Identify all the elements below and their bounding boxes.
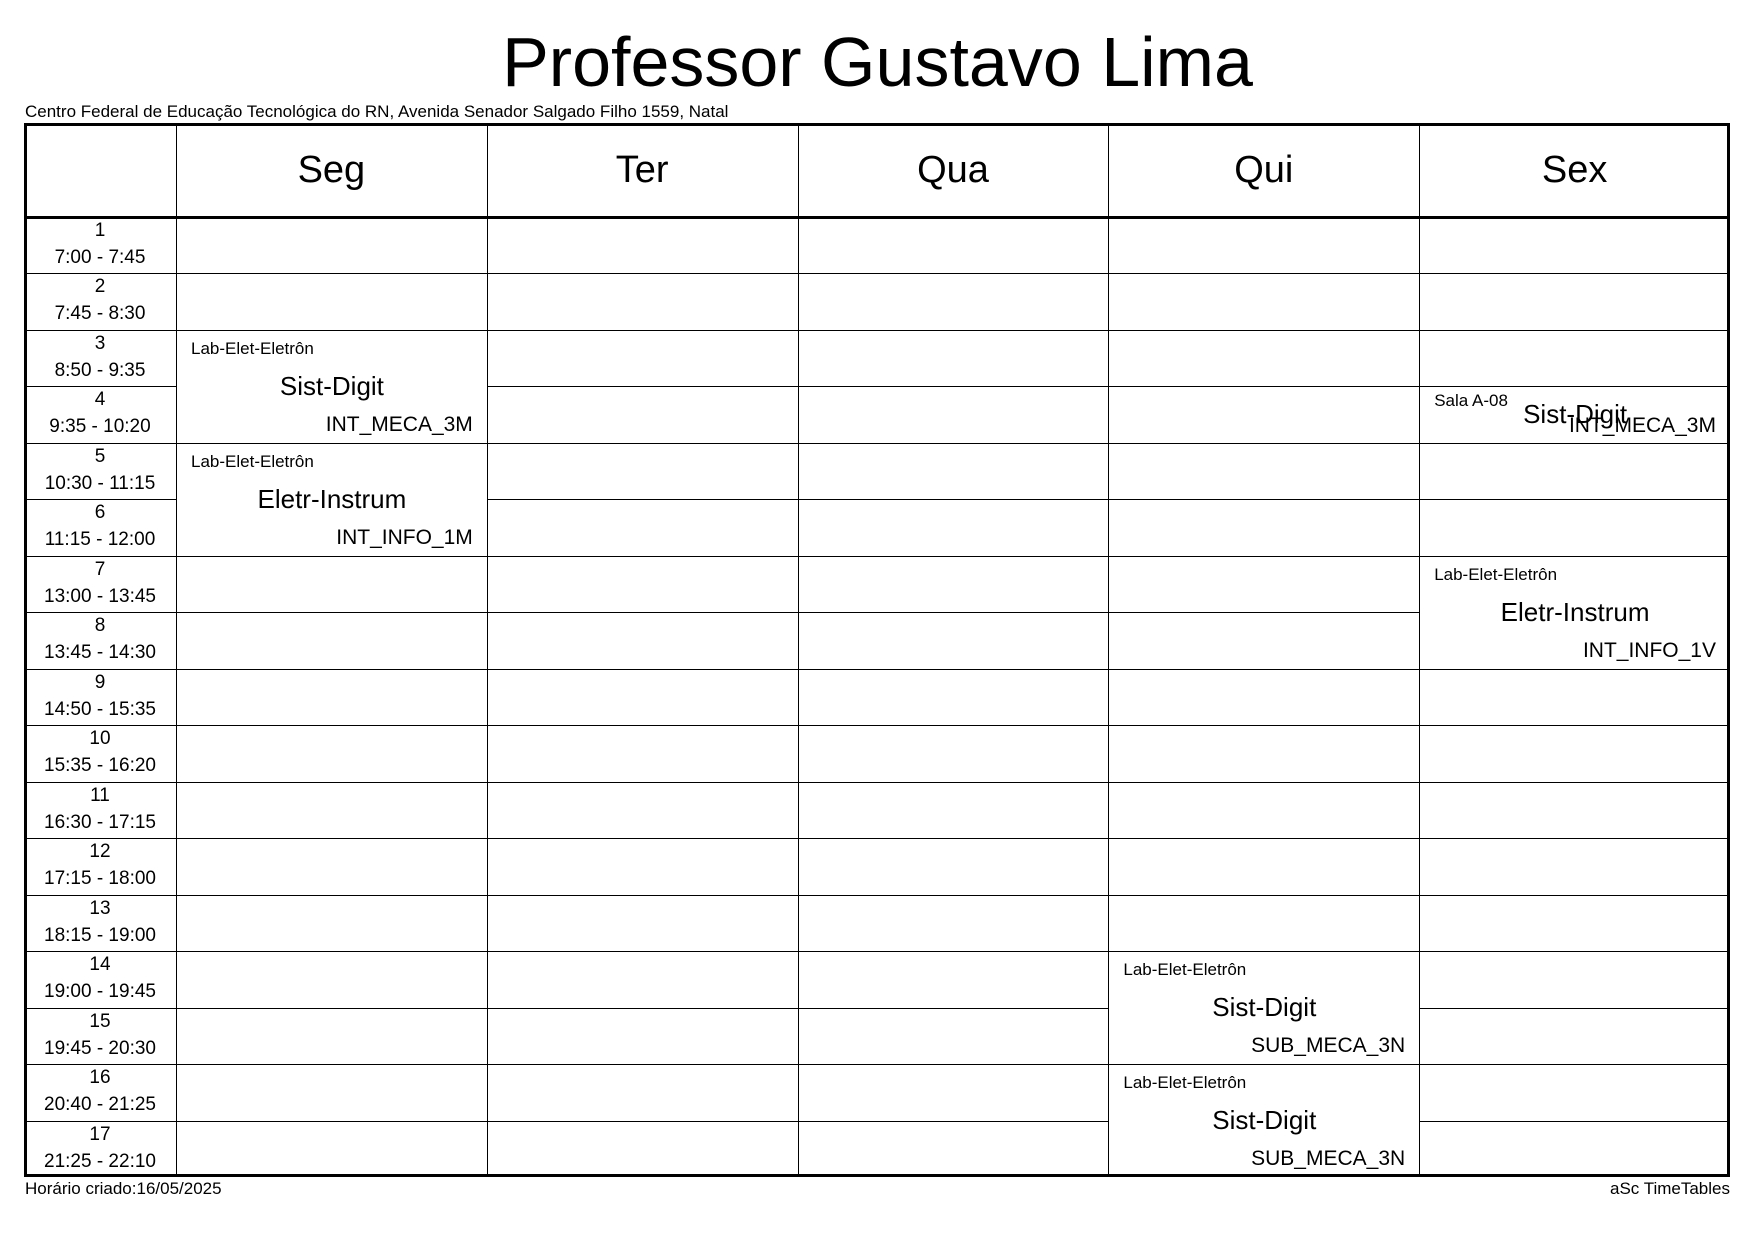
period-time: 10:30 - 11:15: [44, 472, 156, 494]
lesson-card[interactable]: [1420, 557, 1730, 669]
period-time: 14:50 - 15:35: [44, 698, 156, 720]
row-divider: [24, 273, 1730, 274]
lesson-class: INT_MECA_3M: [325, 412, 473, 436]
lesson-class: INT_INFO_1M: [336, 525, 473, 549]
period-label: [24, 951, 176, 1007]
period-number: 9: [94, 671, 106, 693]
lesson-class: INT_MECA_3M: [1568, 414, 1716, 438]
period-label: [24, 443, 176, 499]
lesson-card[interactable]: [1109, 952, 1419, 1064]
period-number: 2: [94, 276, 106, 298]
lesson-class: INT_INFO_1V: [1582, 638, 1716, 662]
lesson-subject: Sist-Digit: [1212, 1105, 1317, 1136]
period-number: 3: [94, 332, 106, 354]
period-time: 18:15 - 19:00: [44, 924, 156, 946]
footer-created-date: Horário criado:16/05/2025: [25, 1179, 222, 1198]
period-label: [24, 669, 176, 725]
period-label: [24, 330, 176, 386]
period-number: 5: [94, 445, 106, 467]
period-number: 13: [89, 897, 111, 919]
period-number: 12: [89, 841, 111, 863]
period-time: 11:15 - 12:00: [44, 529, 156, 551]
row-divider: [24, 725, 1730, 726]
row-divider: [24, 838, 1730, 839]
period-label: [24, 556, 176, 612]
lesson-room: Lab-Elet-Eletrôn: [1123, 960, 1247, 980]
period-label: [24, 838, 176, 894]
period-label: [24, 782, 176, 838]
period-label: [24, 386, 176, 442]
period-time: 17:15 - 18:00: [44, 868, 156, 890]
period-label: [24, 725, 176, 781]
school-address: Centro Federal de Educação Tecnológica do RN, Avenida Senador Salgado Filho 1559, Natal: [25, 102, 729, 121]
period-time: 13:45 - 14:30: [44, 642, 156, 664]
period-label: [24, 217, 176, 273]
period-label: [24, 895, 176, 951]
lesson-room: Sala A-08: [1434, 391, 1508, 411]
lesson-card[interactable]: [177, 444, 487, 556]
lesson-class: SUB_MECA_3N: [1251, 1147, 1406, 1171]
lesson-class: SUB_MECA_3N: [1251, 1034, 1406, 1058]
period-number: 15: [89, 1010, 111, 1032]
lesson-room: Lab-Elet-Eletrôn: [191, 451, 314, 471]
day-header: Seg: [297, 148, 366, 191]
timetable-grid: [24, 123, 1730, 1177]
row-divider: [24, 669, 1730, 670]
column-divider: [798, 123, 799, 1177]
lesson-subject: Eletr-Instrum: [257, 483, 407, 514]
lesson-subject: Sist-Digit: [1212, 992, 1317, 1023]
footer-software: aSc TimeTables: [1610, 1179, 1730, 1198]
period-time: 15:35 - 16:20: [44, 755, 156, 777]
day-header: Qua: [917, 148, 989, 191]
lesson-subject: Eletr-Instrum: [1500, 596, 1650, 627]
row-divider: [24, 782, 1730, 783]
lesson-subject: Sist-Digit: [1523, 399, 1628, 430]
period-label: [24, 1121, 176, 1177]
period-time: 16:30 - 17:15: [44, 811, 156, 833]
lesson-card[interactable]: [1109, 1065, 1419, 1177]
row-divider: [24, 951, 1730, 952]
lesson-room: Lab-Elet-Eletrôn: [1434, 564, 1558, 584]
period-label: [24, 1064, 176, 1120]
period-number: 6: [94, 502, 106, 524]
row-divider: [24, 1121, 1730, 1122]
lesson-room: Lab-Elet-Eletrôn: [1123, 1073, 1247, 1093]
row-divider: [24, 895, 1730, 896]
column-divider: [176, 123, 177, 1177]
row-divider: [24, 1008, 1730, 1009]
lesson-room: Lab-Elet-Eletrôn: [191, 338, 314, 358]
row-divider: [24, 1064, 1730, 1065]
period-number: 4: [94, 389, 106, 411]
period-time: 19:00 - 19:45: [44, 981, 156, 1003]
period-label: [24, 1008, 176, 1064]
lesson-card[interactable]: [177, 331, 487, 443]
period-time: 13:00 - 13:45: [44, 585, 156, 607]
period-number: 1: [94, 220, 106, 241]
period-number: 16: [89, 1067, 111, 1089]
lesson-subject: Sist-Digit: [279, 370, 384, 401]
period-number: 10: [89, 728, 111, 750]
period-number: 7: [94, 558, 106, 580]
column-divider: [487, 123, 488, 1177]
period-number: 14: [89, 954, 111, 976]
period-label: [24, 499, 176, 555]
day-header: Sex: [1541, 148, 1608, 191]
day-header: Qui: [1234, 148, 1294, 191]
day-header: Ter: [615, 148, 669, 191]
period-time: 7:45 - 8:30: [54, 303, 146, 325]
period-time: 21:25 - 22:10: [44, 1150, 156, 1172]
period-number: 11: [90, 784, 110, 806]
period-time: 7:00 - 7:45: [54, 247, 146, 268]
period-number: 8: [94, 615, 106, 637]
period-label: [24, 612, 176, 668]
lesson-card[interactable]: [1420, 387, 1730, 442]
period-time: 20:40 - 21:25: [44, 1094, 156, 1116]
period-label: [24, 273, 176, 329]
period-time: 19:45 - 20:30: [44, 1037, 156, 1059]
period-time: 8:50 - 9:35: [54, 359, 146, 381]
page-title: Professor Gustavo Lima: [502, 23, 1253, 101]
period-number: 17: [89, 1123, 111, 1145]
period-time: 9:35 - 10:20: [49, 416, 151, 438]
